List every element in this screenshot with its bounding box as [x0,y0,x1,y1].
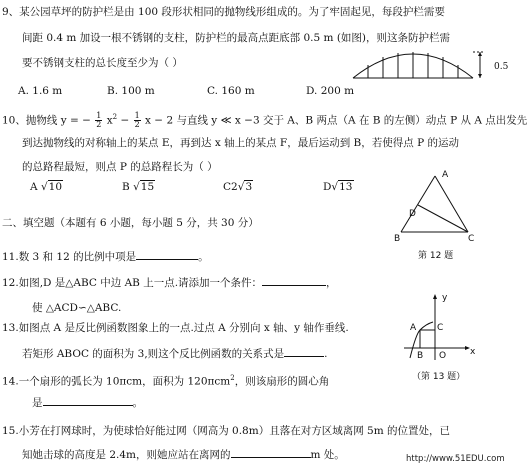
fig13-label-a: A [410,323,417,333]
q15-line1: 15.小芳在打网球时，为使球恰好能过网（网高为 0.8m）且落在对方区域离网 5m 的位置处，已 [2,425,451,437]
q10-coef-fraction [95,112,102,129]
q14-exponent: 2 [230,374,235,382]
q10-line1 [2,110,527,129]
q11-end: 。 [198,251,209,263]
q14-prefix: 是 [32,397,43,409]
q10-option-c-value: 3 [245,181,253,193]
q10-option-d-label: D [323,181,332,193]
q9-option-d: D. 200 m [306,85,355,97]
q10-option-c-sqrt: √3 [237,181,253,193]
q10-minus2: − [120,114,130,127]
q10-exponent: 2 [112,113,118,121]
q14-line1 [2,371,329,389]
q13-end: . [324,348,328,360]
q10-coef-numerator: 1 [96,111,102,120]
q11 [2,249,209,264]
fig12-label-d: D [409,209,416,219]
q14-line2 [32,395,143,410]
q12-text: 12.如图,D 是△ABC 中边 AB 上一点.请添加一个条件： [2,277,263,289]
q14-text-end: ，则该扇形的圆心角 [234,375,330,388]
q13-text: 若矩形 ABOC 的面积为 3,则这个反比例函数的关系式是 [22,348,285,360]
q10-option-b-value: 15 [140,181,155,193]
q11-answer-blank[interactable] [136,249,198,260]
q10-second-fraction [134,112,141,129]
q10-line2: 到达抛物线的对称轴上的某点 E，再到达 x 轴上的某点 F，最后运动到 B，若使得点 P 的运动 [22,137,460,149]
q12-answer-blank[interactable] [262,275,326,286]
q10-option-b-sqrt: √15 [133,181,155,193]
q15-line2 [22,447,345,462]
q10-x-term: x [106,114,113,127]
q14-answer-blank[interactable] [43,395,133,406]
q10-option-c-label: C [223,181,232,193]
q15-answer-blank[interactable] [231,447,311,458]
q10-prefix: 10、抛物线 y = [2,114,79,127]
q10-minus: − [82,114,91,127]
fig13-label-o: O [439,351,447,361]
fig12-caption: 第 12 题 [418,251,454,261]
q9-option-a: A. 1.6 m [18,85,63,97]
q11-text: 11.数 3 和 12 的比例中项是 [2,251,137,263]
q15-text: 知她击球的高度是 2.4m，则她应站在离网的 [22,449,231,461]
q9-option-c: C. 160 m [207,85,255,97]
q10-coef-denominator: 2 [96,120,102,129]
q14-text: 14.一个扇形的弧长为 10πcm，面积为 120πcm [2,375,231,388]
q10-line3: 的总路程最短，则点 P 的总路程长为（ ） [22,161,218,173]
q13-answer-blank[interactable] [284,346,324,357]
fig12-label-a: A [442,170,449,180]
q9-line1: 9、某公园草坪的防护栏是由 100 段形状相同的抛物线形组成的。为了牢固起见，每段护栏需要 [2,6,445,18]
fig12-label-b: B [394,234,401,244]
fig13-label-y: y [442,293,448,303]
fig12-label-c: C [468,234,475,244]
fig13-label-x: x [470,347,476,357]
q9-line2: 间距 0.4 m 加设一根不锈钢的支柱，防护栏的最高点距底部 0.5 m (如图)，则这条防护栏需 [22,32,451,44]
q10-option-c [223,180,253,194]
q12-line1 [2,275,337,290]
fig13-label-b: B [417,351,424,361]
fig13-caption: （第 13 题） [412,372,466,382]
section-title: 二、填空题（本题有 6 小题，每小题 5 分，共 30 分） [2,217,259,229]
q10-option-d-value: 13 [339,181,353,193]
q10-option-a-sqrt: √10 [40,181,63,193]
q10-option-b [122,180,155,194]
q10-option-d-sqrt: √13 [331,181,353,193]
q9-option-b: B. 100 m [107,85,155,97]
q12-end: ， [326,277,337,289]
railing-height-label: 0.5 [494,62,509,72]
triangle-figure [395,168,480,242]
q10-option-a-label: A [30,181,38,193]
q9-line3: 要不锈钢支柱的总长度至少为（ ） [22,57,183,69]
q13-line1: 13.如图点 A 是反比例函数图象上的一点.过点 A 分别向 x 轴、y 轴作垂线. [2,322,349,334]
watermark: http://www.51EDU.com [406,454,505,464]
fig13-label-c: C [437,323,444,333]
q10-option-c-coef: 2 [231,181,238,193]
q13-line2 [22,346,328,361]
q10-option-a [30,180,63,194]
q14-end: 。 [132,397,143,409]
q10-second-numerator: 1 [134,111,140,120]
q10-option-d [323,180,354,194]
q10-rest: x − 2 与直线 y ≪ x −3 交于 A、B 两点（A 在 B 的左侧）动点 P 从 A 点出发先 [145,114,528,127]
q10-option-a-value: 10 [48,181,63,193]
q12-line2: 使 △ACD∽△ABC. [32,302,122,314]
q15-end: m 处。 [310,449,345,461]
q10-option-b-label: B [122,181,130,193]
q10-second-denominator: 2 [134,120,140,129]
